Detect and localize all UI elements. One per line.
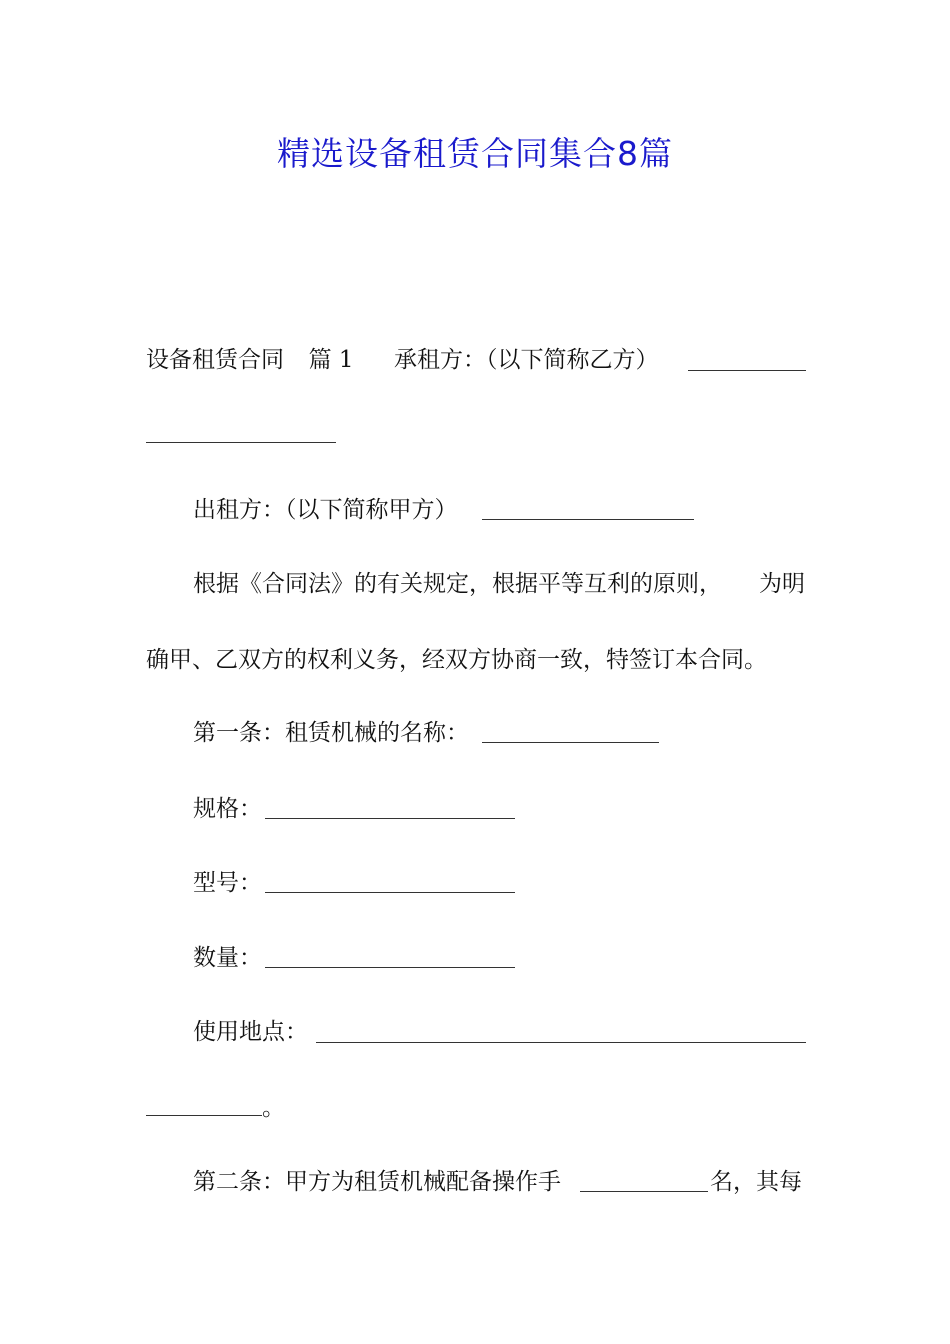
quantity-blank	[265, 967, 515, 968]
location-blank-cont	[146, 1115, 262, 1116]
model-blank	[265, 892, 515, 893]
heading-number: 篇 1	[308, 347, 354, 373]
location-label: 使用地点：	[193, 1019, 308, 1045]
quantity-label: 数量：	[193, 945, 262, 971]
location-blank	[316, 1042, 806, 1043]
model-label: 型号：	[193, 870, 262, 896]
article2-cont: 名，其每	[710, 1169, 802, 1195]
article1-label: 第一条：租赁机械的名称：	[193, 720, 469, 746]
spec-label: 规格：	[193, 796, 262, 822]
lessor-label: 出租方：（以下简称甲方）	[193, 497, 458, 523]
para1-line1-end: 为明	[759, 571, 805, 597]
spec-blank	[265, 818, 515, 819]
heading-text: 设备租赁合同	[146, 347, 284, 373]
para1-line1: 根据《合同法》的有关规定，根据平等互利的原则，	[193, 571, 722, 597]
para1-line2: 确甲、乙双方的权利义务，经双方协商一致，特签订本合同。	[146, 647, 767, 673]
section-heading	[146, 345, 354, 375]
lessor-blank	[482, 519, 694, 520]
lessee-blank-cont	[146, 442, 336, 443]
lessee-blank	[688, 370, 806, 371]
lessee-label: 承租方：（以下简称乙方）	[394, 347, 659, 373]
document-title: 精选设备租赁合同集合8篇	[277, 134, 673, 173]
article2-label: 第二条：甲方为租赁机械配备操作手	[193, 1169, 561, 1195]
article1-blank	[482, 742, 659, 743]
article2-blank	[580, 1191, 708, 1192]
location-end-mark: 。	[262, 1095, 285, 1121]
